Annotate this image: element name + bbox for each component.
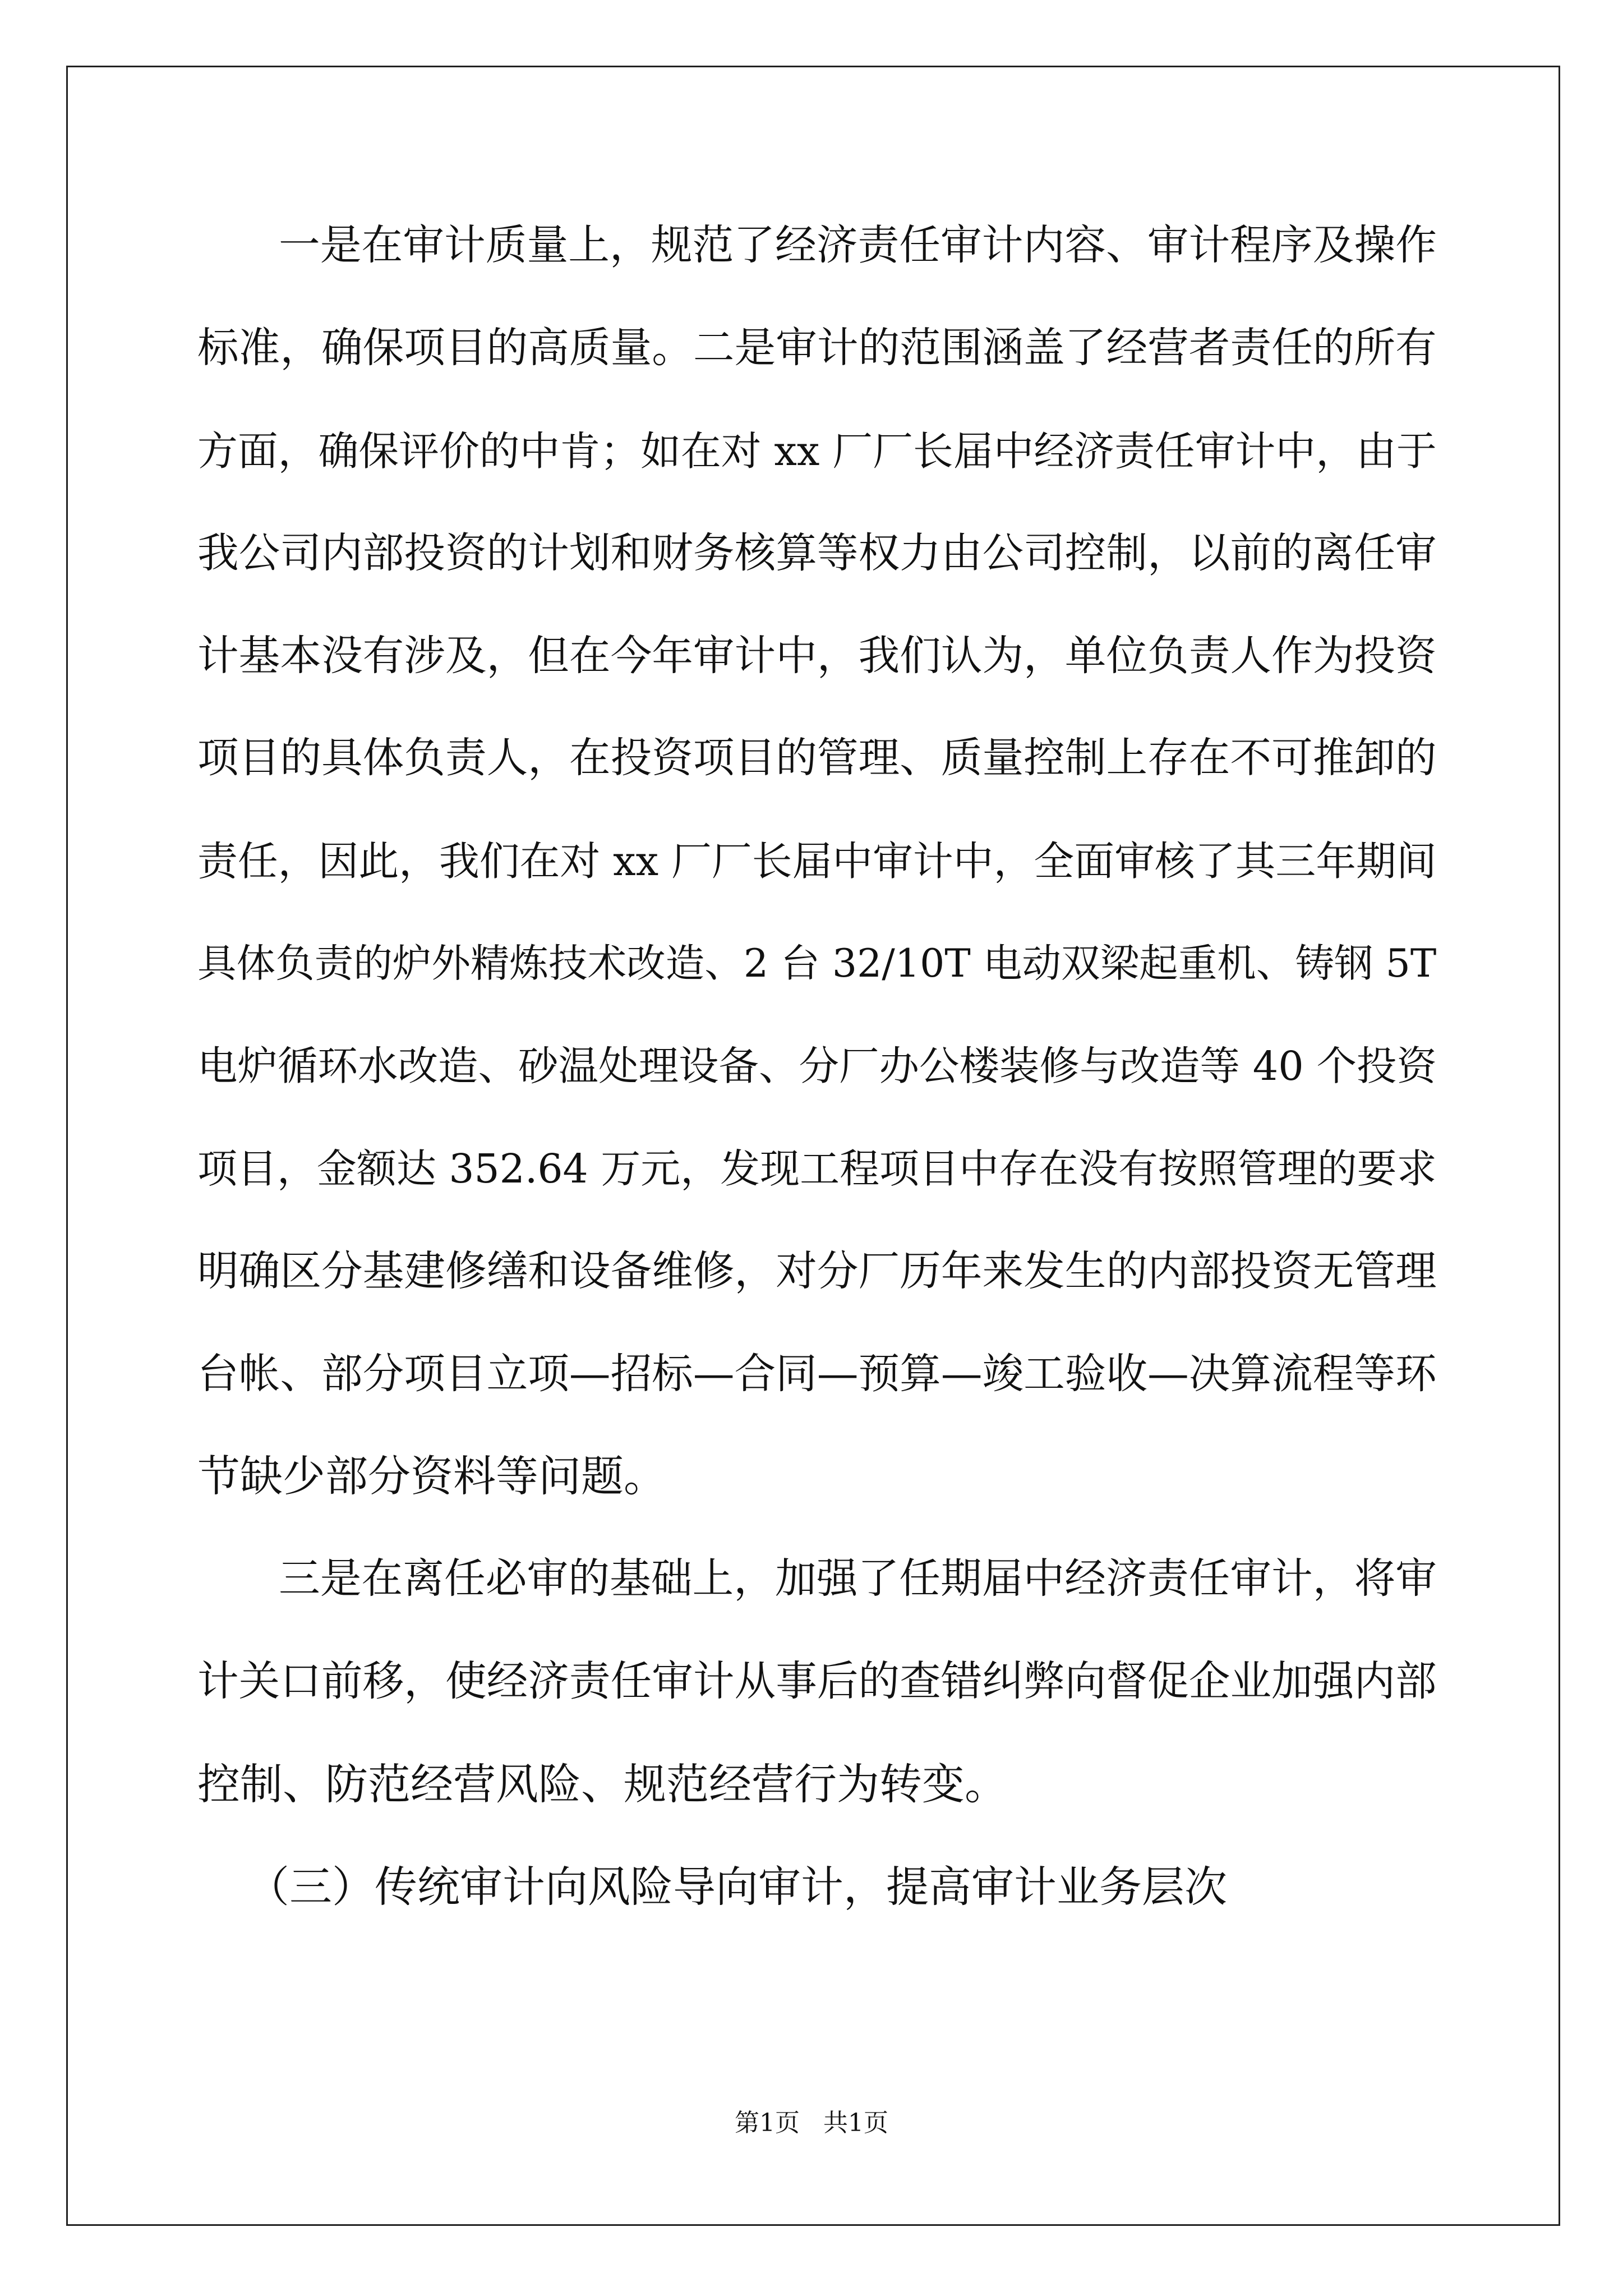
paragraph-1-line-13: 节缺少部分资料等问题。: [197, 1451, 666, 1501]
paragraph-1-line-8: 具体负责的炉外精炼技术改造、2 台 32/10T 电动双梁起重机、铸钢 5T: [197, 941, 1437, 986]
paragraph-1-line-11: 明确区分基建修缮和设备维修，对分厂历年来发生的内部投资无管理: [197, 1248, 1437, 1295]
paragraph-1-line-6: 项目的具体负责人，在投资项目的管理、质量控制上存在不可推卸的: [197, 734, 1437, 782]
paragraph-1-line-4: 我公司内部投资的计划和财务核算等权力由公司控制，以前的离任审: [197, 530, 1437, 577]
paragraph-1-line-3: 方面，确保评价的中肯；如在对 xx 厂厂长届中经济责任审计中，由于: [197, 427, 1437, 475]
paragraph-2-line-1: 三是在离任必审的基础上，加强了任期届中经济责任审计，将审: [279, 1555, 1437, 1603]
paragraph-2-line-3: 控制、防范经营风险、规范经营行为转变。: [197, 1759, 1007, 1809]
paragraph-1-line-12: 台帐、部分项目立项—招标—合同—预算—竣工验收—决算流程等环: [197, 1350, 1437, 1398]
paragraph-1-line-5: 计基本没有涉及，但在今年审计中，我们认为，单位负责人作为投资: [197, 632, 1437, 680]
paragraph-1-line-2: 标准，确保项目的高质量。二是审计的范围涵盖了经营者责任的所有: [197, 324, 1437, 372]
paragraph-1-line-10: 项目，金额达 352.64 万元，发现工程项目中存在没有按照管理的要求: [197, 1145, 1437, 1192]
paragraph-1-line-9: 电炉循环水改造、砂温处理设备、分厂办公楼装修与改造等 40 个投资: [197, 1043, 1437, 1089]
paragraph-1-line-7: 责任，因此，我们在对 xx 厂厂长届中审计中，全面审核了其三年期间: [197, 838, 1437, 885]
page-footer: 第1页 共1页: [735, 2109, 888, 2137]
paragraph-2-line-2: 计关口前移，使经济责任审计从事后的查错纠弊向督促企业加强内部: [197, 1658, 1437, 1705]
section-heading: （三）传统审计向风险导向审计，提高审计业务层次: [247, 1862, 1227, 1912]
paragraph-1-line-1: 一是在审计质量上，规范了经济责任审计内容、审计程序及操作: [279, 222, 1437, 269]
